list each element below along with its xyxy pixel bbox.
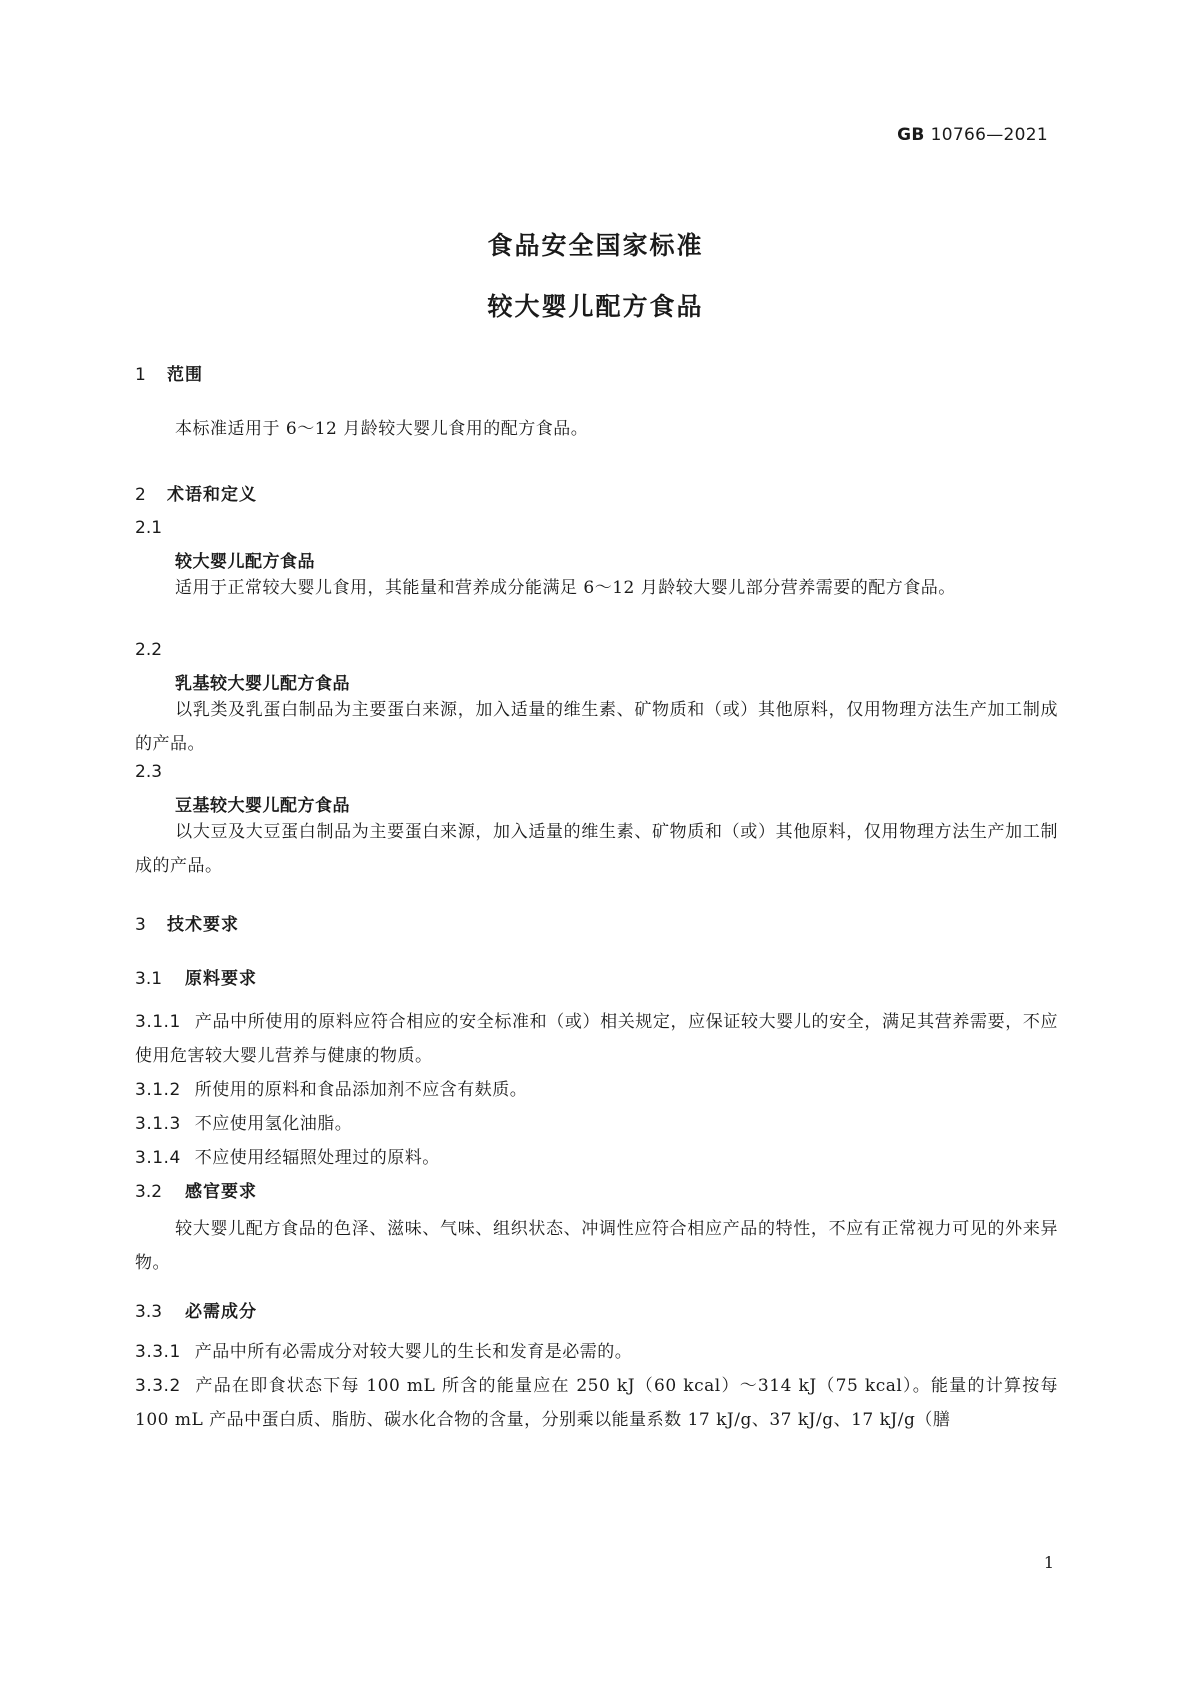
section-1-heading <box>135 360 203 385</box>
section-label: 原料要求 <box>185 969 257 989</box>
section-label: 范围 <box>167 365 203 385</box>
section-number: 2 <box>135 485 146 505</box>
clause-3-3-1 <box>135 1335 1058 1369</box>
term-2-2-definition <box>135 693 1058 761</box>
document-title-line2: 较大婴儿配方食品 <box>487 292 704 321</box>
clause-text: 不应使用经辐照处理过的原料。 <box>194 1148 440 1168</box>
section-3-2-heading <box>135 1177 257 1202</box>
paragraph-text: 以乳类及乳蛋白制品为主要蛋白来源，加入适量的维生素、矿物质和（或）其他原料，仅用物理方法生产加工制成的产品。 <box>135 700 1058 754</box>
term-2-3-name: 豆基较大婴儿配方食品 <box>175 796 350 816</box>
clause-3-1-4 <box>135 1141 1058 1175</box>
paragraph-text: 以大豆及大豆蛋白制品为主要蛋白来源，加入适量的维生素、矿物质和（或）其他原料，仅用物理方法生产加工制成的产品。 <box>135 822 1058 876</box>
clause-number: 3.1.2 <box>135 1080 181 1100</box>
clause-text: 所使用的原料和食品添加剂不应含有麸质。 <box>194 1080 528 1100</box>
section-3-2-text <box>135 1212 1058 1280</box>
section-3-1-heading <box>135 964 257 989</box>
section-3-3-heading <box>135 1297 257 1322</box>
term-2-3-definition <box>135 815 1058 883</box>
section-label: 术语和定义 <box>167 485 257 505</box>
section-1-text <box>135 412 1058 446</box>
section-number: 3 <box>135 915 146 935</box>
term-2-1-number: 2.1 <box>135 518 163 538</box>
page-number: 1 <box>1043 1553 1054 1572</box>
clause-text: 不应使用氢化油脂。 <box>194 1114 353 1134</box>
clause-text: 产品中所使用的原料应符合相应的安全标准和（或）相关规定，应保证较大婴儿的安全，满足其营养需要，不应使用危害较大婴儿营养与健康的物质。 <box>135 1012 1058 1066</box>
clause-number: 3.3.2 <box>135 1376 181 1396</box>
section-number: 3.3 <box>135 1302 163 1322</box>
term-2-2-number: 2.2 <box>135 640 163 660</box>
paragraph-text: 适用于正常较大婴儿食用，其能量和营养成分能满足 6～12 月龄较大婴儿部分营养需要的配方食品。 <box>175 578 956 598</box>
clause-3-3-2 <box>135 1369 1058 1437</box>
section-number: 3.2 <box>135 1182 163 1202</box>
clause-text: 产品在即食状态下每 100 mL 所含的能量应在 250 kJ（60 kcal）～314 kJ（75 kcal）。能量的计算按每 100 mL 产品中蛋白质、脂肪、碳水化合物的含量，分别乘以能量系数 17 kJ/g、37 kJ/g、17 kJ/g（膳 <box>135 1376 1058 1430</box>
clause-3-1-1 <box>135 1005 1058 1073</box>
document-title-line1: 食品安全国家标准 <box>487 231 704 260</box>
section-label: 感官要求 <box>185 1182 257 1202</box>
paragraph-text: 较大婴儿配方食品的色泽、滋味、气味、组织状态、冲调性应符合相应产品的特性，不应有正常视力可见的外来异物。 <box>135 1219 1058 1273</box>
standard-code <box>897 125 1048 145</box>
section-2-heading <box>135 480 257 505</box>
clause-number: 3.1.1 <box>135 1012 181 1032</box>
standard-prefix: GB <box>897 125 925 145</box>
section-number: 1 <box>135 365 146 385</box>
term-2-1-name: 较大婴儿配方食品 <box>175 552 315 572</box>
clause-number: 3.1.4 <box>135 1148 181 1168</box>
section-label: 必需成分 <box>185 1302 257 1322</box>
standard-number: 10766—2021 <box>930 125 1048 145</box>
clause-number: 3.1.3 <box>135 1114 181 1134</box>
clause-3-1-3 <box>135 1107 1058 1141</box>
term-2-2-name: 乳基较大婴儿配方食品 <box>175 674 350 694</box>
clause-number: 3.3.1 <box>135 1342 181 1362</box>
clause-text: 产品中所有必需成分对较大婴儿的生长和发育是必需的。 <box>194 1342 633 1362</box>
term-2-3-number: 2.3 <box>135 762 163 782</box>
section-3-heading <box>135 910 239 935</box>
term-2-1-definition <box>135 571 1058 605</box>
paragraph-text: 本标准适用于 6～12 月龄较大婴儿食用的配方食品。 <box>175 419 589 439</box>
section-number: 3.1 <box>135 969 163 989</box>
section-label: 技术要求 <box>167 915 239 935</box>
clause-3-1-2 <box>135 1073 1058 1107</box>
